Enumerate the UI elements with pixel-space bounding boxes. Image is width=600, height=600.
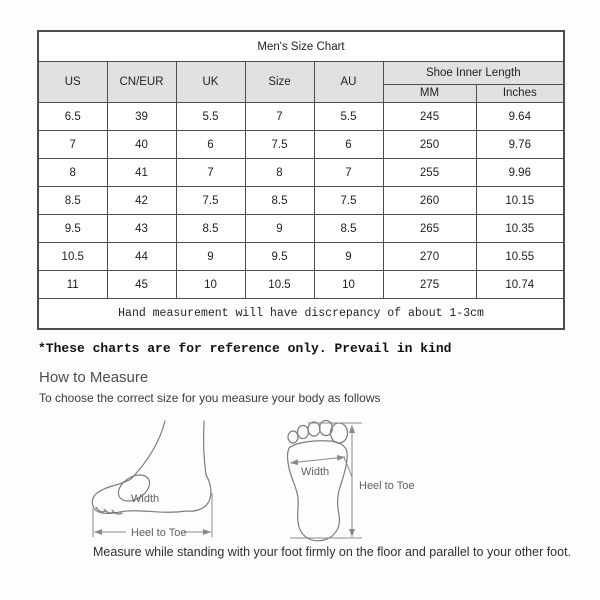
table-title-row bbox=[38, 31, 564, 62]
col-header-uk: UK bbox=[176, 62, 245, 103]
cell-us: 9.5 bbox=[38, 215, 107, 243]
cell-au: 10 bbox=[314, 271, 383, 299]
cell-inches: 10.35 bbox=[476, 215, 564, 243]
table-row bbox=[38, 243, 564, 271]
table-row bbox=[38, 103, 564, 131]
table-note-row bbox=[38, 299, 564, 330]
cell-uk: 9 bbox=[176, 243, 245, 271]
col-header-au: AU bbox=[314, 62, 383, 103]
table-header-row bbox=[38, 62, 564, 85]
cell-au: 6 bbox=[314, 131, 383, 159]
cell-inches: 9.76 bbox=[476, 131, 564, 159]
cell-cn-eur: 39 bbox=[107, 103, 176, 131]
cell-inches: 10.55 bbox=[476, 243, 564, 271]
cell-us: 6.5 bbox=[38, 103, 107, 131]
cell-mm: 245 bbox=[383, 103, 476, 131]
table-title: Men's Size Chart bbox=[38, 31, 564, 62]
cell-us: 8.5 bbox=[38, 187, 107, 215]
cell-inches: 9.64 bbox=[476, 103, 564, 131]
cell-inches: 10.74 bbox=[476, 271, 564, 299]
cell-cn-eur: 40 bbox=[107, 131, 176, 159]
cell-us: 11 bbox=[38, 271, 107, 299]
cell-mm: 260 bbox=[383, 187, 476, 215]
table-row bbox=[38, 131, 564, 159]
side-width-label: Width bbox=[131, 493, 160, 505]
foot-sole-view-drawing bbox=[288, 421, 348, 541]
cell-au: 8.5 bbox=[314, 215, 383, 243]
cell-uk: 10 bbox=[176, 271, 245, 299]
cell-au: 7 bbox=[314, 159, 383, 187]
cell-uk: 5.5 bbox=[176, 103, 245, 131]
col-header-inner-length: Shoe Inner Length bbox=[383, 62, 564, 85]
size-chart-table bbox=[37, 30, 565, 330]
cell-us: 8 bbox=[38, 159, 107, 187]
cell-mm: 255 bbox=[383, 159, 476, 187]
cell-us: 10.5 bbox=[38, 243, 107, 271]
cell-size: 7 bbox=[245, 103, 314, 131]
measurement-note: Hand measurement will have discrepancy of about 1-3cm bbox=[38, 299, 564, 330]
cell-au: 5.5 bbox=[314, 103, 383, 131]
table-row bbox=[38, 215, 564, 243]
cell-uk: 7 bbox=[176, 159, 245, 187]
sole-heel-to-toe-label: Heel to Toe bbox=[359, 480, 415, 492]
cell-inches: 10.15 bbox=[476, 187, 564, 215]
cell-size: 8 bbox=[245, 159, 314, 187]
cell-cn-eur: 45 bbox=[107, 271, 176, 299]
cell-size: 9.5 bbox=[245, 243, 314, 271]
side-heel-to-toe-label: Heel to Toe bbox=[131, 527, 187, 539]
cell-cn-eur: 44 bbox=[107, 243, 176, 271]
col-header-size: Size bbox=[245, 62, 314, 103]
cell-au: 7.5 bbox=[314, 187, 383, 215]
table-row bbox=[38, 159, 564, 187]
cell-mm: 275 bbox=[383, 271, 476, 299]
cell-mm: 265 bbox=[383, 215, 476, 243]
cell-size: 8.5 bbox=[245, 187, 314, 215]
how-to-measure-heading: How to Measure bbox=[39, 369, 149, 386]
cell-mm: 250 bbox=[383, 131, 476, 159]
cell-us: 7 bbox=[38, 131, 107, 159]
col-subheader-inches: Inches bbox=[476, 84, 564, 102]
foot-measurement-diagram bbox=[0, 415, 600, 550]
cell-uk: 7.5 bbox=[176, 187, 245, 215]
col-subheader-mm: MM bbox=[383, 84, 476, 102]
col-header-cn-eur: CN/EUR bbox=[107, 62, 176, 103]
col-header-us: US bbox=[38, 62, 107, 103]
cell-uk: 6 bbox=[176, 131, 245, 159]
sole-width-label: Width bbox=[301, 466, 330, 478]
table-row bbox=[38, 187, 564, 215]
cell-size: 7.5 bbox=[245, 131, 314, 159]
cell-cn-eur: 42 bbox=[107, 187, 176, 215]
table-row bbox=[38, 271, 564, 299]
cell-cn-eur: 43 bbox=[107, 215, 176, 243]
cell-au: 9 bbox=[314, 243, 383, 271]
cell-size: 9 bbox=[245, 215, 314, 243]
cell-inches: 9.96 bbox=[476, 159, 564, 187]
reference-disclaimer: *These charts are for reference only. Prevail in kind bbox=[38, 341, 452, 356]
cell-cn-eur: 41 bbox=[107, 159, 176, 187]
cell-uk: 8.5 bbox=[176, 215, 245, 243]
measuring-instruction: Measure while standing with your foot firmly on the floor and parallel to your other foot. bbox=[93, 545, 572, 559]
cell-mm: 270 bbox=[383, 243, 476, 271]
how-to-measure-subtitle: To choose the correct size for you measure your body as follows bbox=[39, 391, 381, 405]
cell-size: 10.5 bbox=[245, 271, 314, 299]
